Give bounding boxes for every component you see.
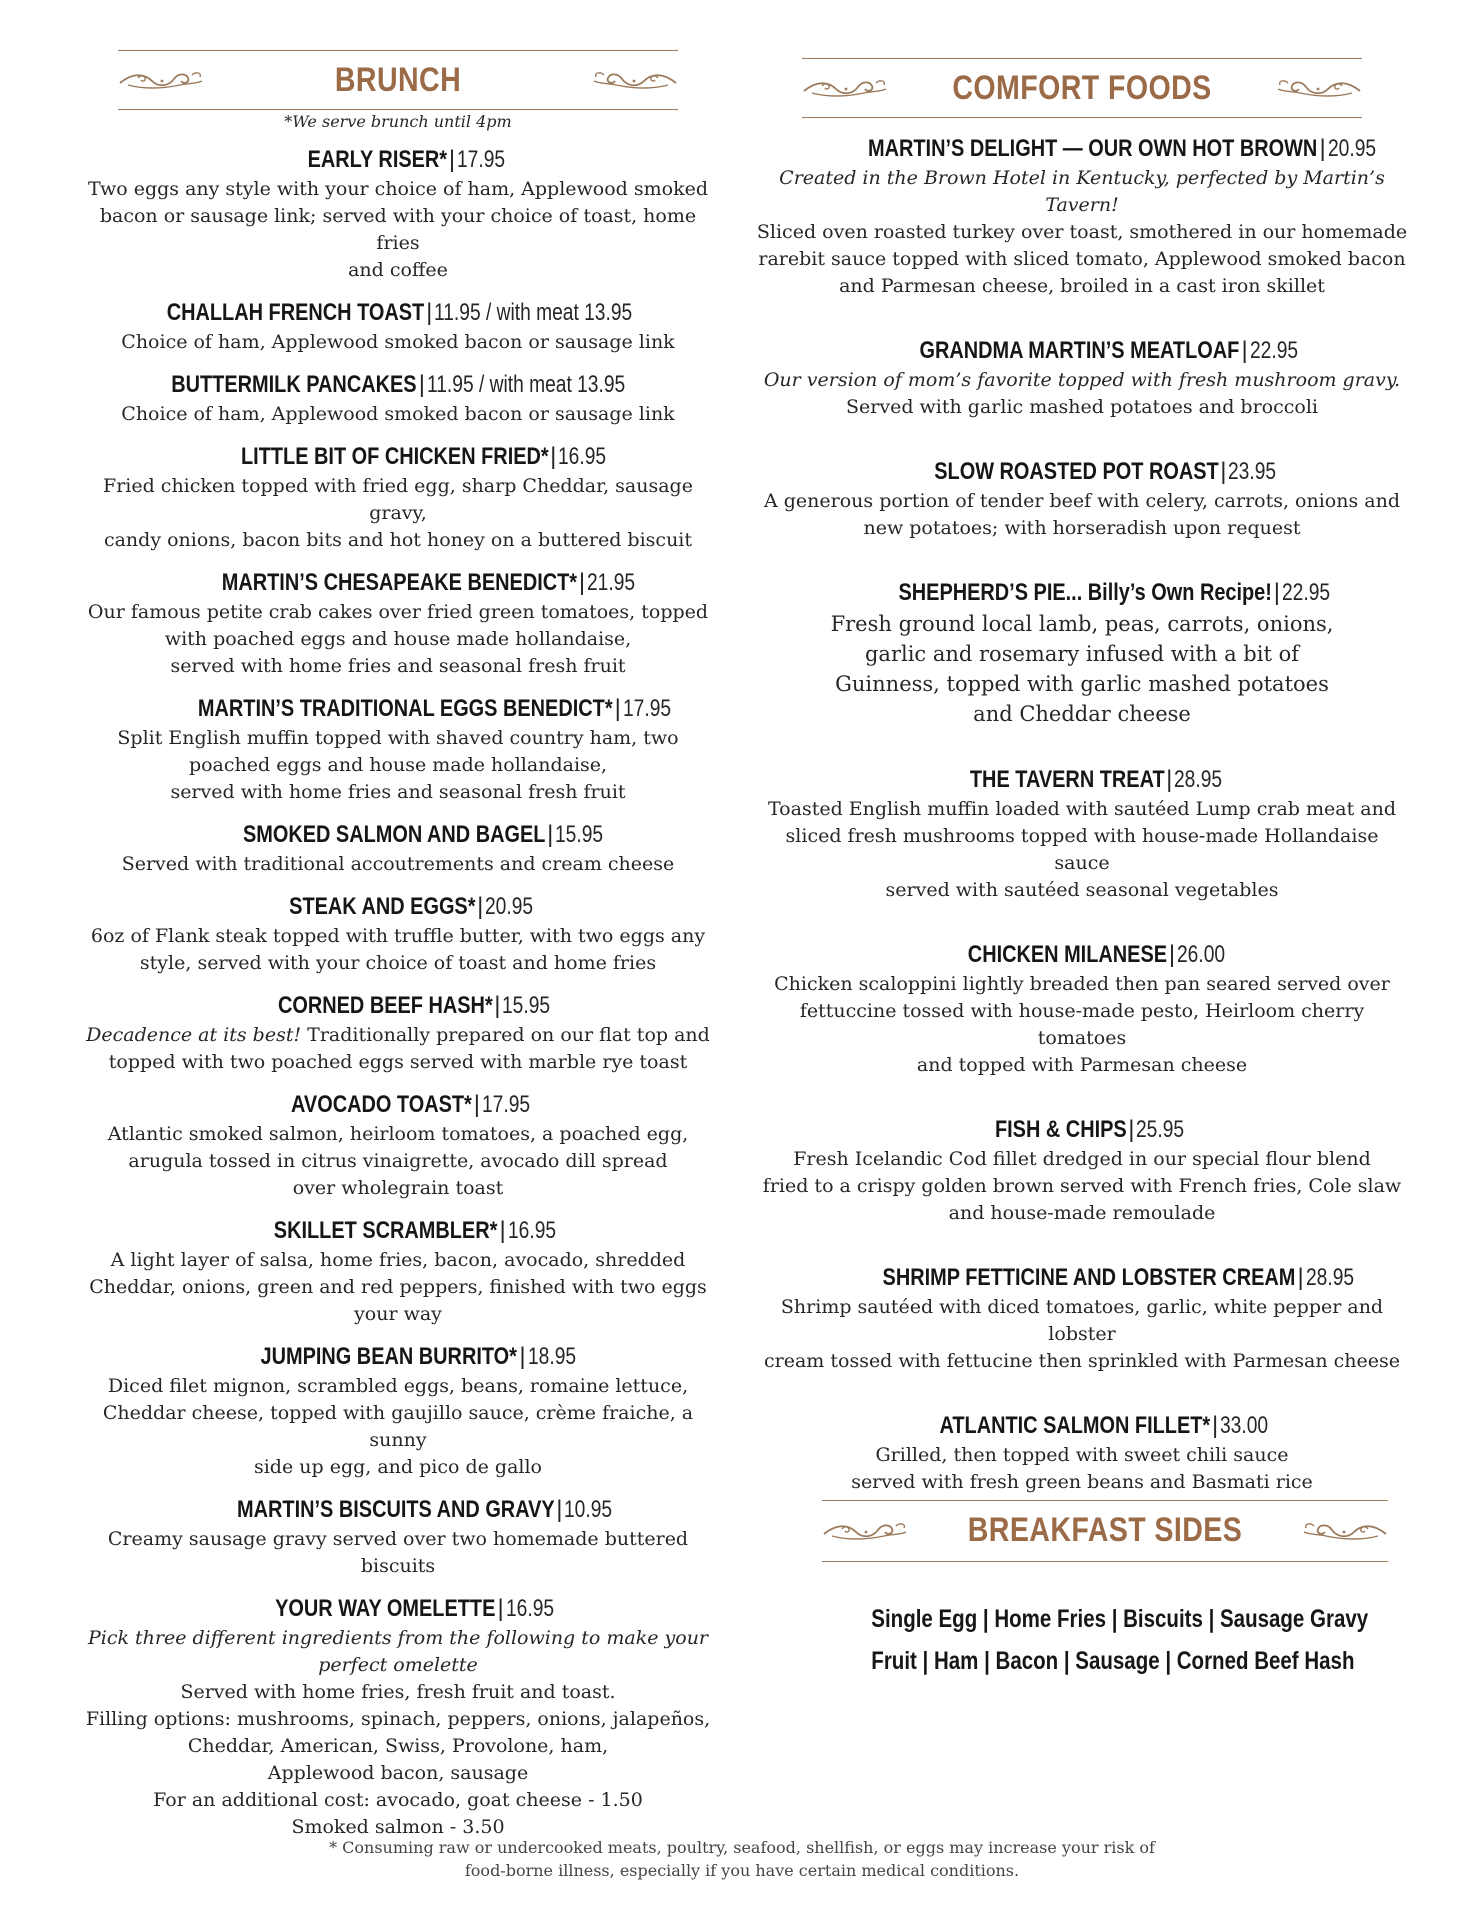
disclaimer-line-1: * Consuming raw or undercooked meats, poultry, seafood, shellfish, or eggs may increase your risk of [329, 1838, 1155, 1857]
item-title [76, 368, 720, 401]
item-description-line: fried to a crispy golden brown served with French fries, Cole slaw [762, 1175, 1402, 1197]
price-separator: | [1319, 135, 1326, 162]
menu-item [76, 143, 720, 284]
item-name: JUMPING BEAN BURRITO* [260, 1343, 518, 1370]
item-title [756, 1113, 1408, 1146]
item-description-line: topped with two poached eggs served with marble rye toast [108, 1051, 688, 1073]
item-name: MARTIN’S TRADITIONAL EGGS BENEDICT* [197, 695, 613, 722]
item-title [76, 296, 720, 329]
comfort-column [756, 50, 1408, 1496]
item-name: STEAK AND EGGS* [288, 893, 476, 920]
bottom-rule [802, 117, 1362, 118]
item-price: 28.95 [1305, 1264, 1354, 1291]
item-title [756, 455, 1408, 488]
price-separator: | [519, 1343, 526, 1370]
bottom-rule [118, 109, 678, 110]
item-name: MARTIN’S DELIGHT — OUR OWN HOT BROWN [868, 135, 1318, 162]
item-description-line: cream tossed with fettucine then sprinkled with Parmesan cheese [764, 1350, 1400, 1372]
item-price: 28.95 [1174, 766, 1223, 793]
item-description-line: served with home fries and seasonal fresh fruit [170, 655, 626, 677]
item-name: YOUR WAY OMELETTE [275, 1595, 496, 1622]
menu-item [76, 368, 720, 428]
item-description-line: and topped with Parmesan cheese [916, 1054, 1248, 1076]
item-lead: Decadence at its best! [86, 1024, 302, 1046]
item-name: SHEPHERD’S PIE... Billy’s Own Recipe! [898, 579, 1272, 606]
item-title [76, 890, 720, 923]
item-description-line: Chicken scaloppini lightly breaded then pan seared served over [774, 973, 1390, 995]
section-title: COMFORT FOODS [952, 69, 1212, 107]
sides-header [822, 1500, 1388, 1562]
item-price: 16.95 [505, 1595, 554, 1622]
item-title [756, 938, 1408, 971]
price-separator: | [578, 569, 586, 596]
sides-line-2: Fruit | Ham | Bacon | Sausage | Corned Beef Hash [871, 1647, 1355, 1675]
item-price: 15.95 [502, 992, 551, 1019]
item-description-line [76, 1022, 720, 1049]
item-price: 15.95 [555, 821, 604, 848]
price-separator: | [494, 992, 501, 1019]
item-description-line: Atlantic smoked salmon, heirloom tomatoes, a poached egg, [107, 1123, 689, 1145]
item-name: SHRIMP FETTICINE AND LOBSTER CREAM [882, 1264, 1296, 1291]
item-title [76, 440, 720, 473]
item-description-line: sliced fresh mushrooms topped with house-made Hollandaise sauce [785, 825, 1379, 874]
item-price: 11.95 / with meat 13.95 [427, 371, 626, 398]
item-price: 18.95 [527, 1343, 576, 1370]
item-name: AVOCADO TOAST* [290, 1091, 472, 1118]
flourish-icon [1302, 1518, 1388, 1544]
item-price: 17.95 [622, 695, 671, 722]
item-title [756, 1261, 1408, 1294]
item-description-line: Fresh Icelandic Cod fillet dredged in our special flour blend [793, 1148, 1371, 1170]
section-title: BREAKFAST SIDES [967, 1511, 1243, 1549]
menu-item [76, 440, 720, 554]
item-description-line: Served with traditional accoutrements and cream cheese [121, 853, 675, 875]
item-tagline: Created in the Brown Hotel in Kentucky, perfected by Martin’s Tavern! [779, 167, 1385, 216]
item-price: 22.95 [1282, 579, 1331, 606]
item-name: FISH & CHIPS [994, 1116, 1127, 1143]
price-separator: | [614, 695, 621, 722]
item-description-line: Applewood bacon, sausage [267, 1762, 529, 1784]
item-description-line: your way [354, 1303, 442, 1325]
item-description-line: Served with garlic mashed potatoes and broccoli [846, 396, 1318, 418]
item-title [756, 1409, 1408, 1442]
menu-item [756, 1261, 1408, 1375]
item-price: 22.95 [1249, 337, 1298, 364]
item-price: 33.00 [1220, 1412, 1269, 1439]
item-tagline: Pick three different ingredients from the following to make your perfect omelette [87, 1627, 709, 1676]
flourish-icon [1276, 75, 1362, 101]
item-title [76, 818, 720, 851]
item-description-line: poached eggs and house made hollandaise, [188, 754, 608, 776]
item-description-line: served with home fries and seasonal fresh fruit [170, 781, 626, 803]
item-title [76, 1493, 720, 1526]
menu-item [756, 1113, 1408, 1227]
item-description-line: arugula tossed in citrus vinaigrette, avocado dill spread [128, 1150, 668, 1172]
item-description-line: Cheddar, American, Swiss, Provolone, ham, [187, 1735, 609, 1757]
item-title [76, 1340, 720, 1373]
item-price: 17.95 [457, 146, 506, 173]
item-description-line: Fresh ground local lamb, peas, carrots, onions, [830, 612, 1334, 636]
price-separator: | [1211, 1412, 1219, 1439]
brunch-items [76, 143, 720, 1841]
menu-item [756, 763, 1408, 904]
item-description-line: Guinness, topped with garlic mashed potatoes [835, 672, 1329, 696]
item-description-line: Split English muffin topped with shaved country ham, two [117, 727, 679, 749]
item-description-line: Sliced oven roasted turkey over toast, smothered in our homemade [756, 221, 1408, 243]
menu-item [76, 1592, 720, 1841]
menu-item [76, 1088, 720, 1202]
menu-item [76, 692, 720, 806]
menu-item [76, 566, 720, 680]
price-separator: | [1168, 941, 1176, 968]
item-description-line: and Parmesan cheese, broiled in a cast iron skillet [839, 275, 1325, 297]
price-separator: | [448, 146, 456, 173]
item-description-line: Choice of ham, Applewood smoked bacon or sausage link [121, 403, 675, 425]
menu-item [76, 989, 720, 1076]
item-name: ATLANTIC SALMON FILLET* [939, 1412, 1210, 1439]
item-price: 11.95 / with meat 13.95 [434, 299, 633, 326]
item-price: 16.95 [558, 443, 607, 470]
item-price: 25.95 [1136, 1116, 1185, 1143]
item-title [76, 143, 720, 176]
price-separator: | [550, 443, 557, 470]
price-separator: | [1297, 1264, 1304, 1291]
item-description-line: fettuccine tossed with house-made pesto, Heirloom cherry tomatoes [799, 1000, 1365, 1049]
item-price: 20.95 [485, 893, 534, 920]
menu-item [756, 334, 1408, 421]
item-description-line: Creamy sausage gravy served over two homemade buttered biscuits [107, 1528, 689, 1577]
item-title [76, 1592, 720, 1625]
item-name: SMOKED SALMON AND BAGEL [242, 821, 546, 848]
item-description-line: style, served with your choice of toast and home fries [139, 952, 657, 974]
item-description-line: Shrimp sautéed with diced tomatoes, garlic, white pepper and lobster [780, 1296, 1384, 1345]
item-description-line: side up egg, and pico de gallo [253, 1456, 542, 1478]
price-separator: | [473, 1091, 480, 1118]
flourish-icon [592, 67, 678, 93]
item-description-line: candy onions, bacon bits and hot honey on a buttered biscuit [103, 529, 693, 551]
item-description-line: A light layer of salsa, home fries, bacon, avocado, shredded [110, 1249, 686, 1271]
brunch-hours-note: *We serve brunch until 4pm [284, 112, 512, 131]
comfort-items [756, 132, 1408, 1496]
item-title [756, 576, 1408, 609]
item-description-line: Served with home fries, fresh fruit and toast. [180, 1681, 616, 1703]
item-name: CORNED BEEF HASH* [277, 992, 493, 1019]
item-price: 23.95 [1228, 458, 1277, 485]
item-name: MARTIN’S BISCUITS AND GRAVY [236, 1496, 555, 1523]
menu-item [756, 1409, 1408, 1496]
item-description-line: Cheddar, onions, green and red peppers, finished with two eggs [89, 1276, 707, 1298]
item-title [76, 692, 720, 725]
item-description-line: 6oz of Flank steak topped with truffle butter, with two eggs any [90, 925, 706, 947]
price-separator: | [1220, 458, 1227, 485]
item-name: CHICKEN MILANESE [967, 941, 1167, 968]
menu-item [756, 576, 1408, 729]
item-description-line: For an additional cost: avocado, goat cheese - 1.50 [153, 1789, 643, 1811]
item-description-line: Smoked salmon - 3.50 [291, 1816, 505, 1838]
item-price: 10.95 [564, 1496, 613, 1523]
menu-item [756, 455, 1408, 542]
breakfast-sides [820, 1500, 1390, 1682]
item-description-line: A generous portion of tender beef with celery, carrots, onions and [764, 490, 1400, 512]
item-title [76, 989, 720, 1022]
item-title [76, 1088, 720, 1121]
item-description-line: over wholegrain toast [292, 1177, 504, 1199]
item-description-line: served with fresh green beans and Basmati rice [851, 1471, 1313, 1493]
sides-line-1: Single Egg | Home Fries | Biscuits | Sausage Gravy [871, 1605, 1369, 1633]
item-description-line: Choice of ham, Applewood smoked bacon or sausage link [121, 331, 675, 353]
section-title: BRUNCH [334, 61, 462, 99]
price-separator: | [547, 821, 554, 848]
item-name: SLOW ROASTED POT ROAST [933, 458, 1219, 485]
item-description-line: Two eggs any style with your choice of ham, Applewood smoked [87, 178, 709, 200]
price-separator: | [499, 1217, 506, 1244]
price-separator: | [556, 1496, 563, 1523]
price-separator: | [1128, 1116, 1135, 1143]
item-price: 26.00 [1177, 941, 1226, 968]
menu-item [76, 296, 720, 356]
item-name: GRANDMA MARTIN’S MEATLOAF [919, 337, 1240, 364]
item-description-line: served with sautéed seasonal vegetables [885, 879, 1279, 901]
item-name: CHALLAH FRENCH TOAST [166, 299, 425, 326]
price-separator: | [1241, 337, 1248, 364]
item-tagline: Our version of mom’s favorite topped with fresh mushroom gravy. [763, 369, 1401, 391]
brunch-header [118, 50, 678, 110]
menu-item [76, 1340, 720, 1481]
item-price: 17.95 [481, 1091, 531, 1118]
item-title [756, 334, 1408, 367]
item-description-line: bacon or sausage link; served with your choice of toast, home fries [99, 205, 697, 254]
item-description-line: with poached eggs and house made hollandaise, [164, 628, 632, 650]
item-description-line: new potatoes; with horseradish upon request [863, 517, 1301, 539]
price-separator: | [1166, 766, 1173, 793]
item-description-line: Our famous petite crab cakes over fried green tomatoes, topped [87, 601, 709, 623]
food-safety-disclaimer [250, 1836, 1234, 1882]
item-description-line: and coffee [348, 259, 448, 281]
item-price: 16.95 [507, 1217, 556, 1244]
price-separator: | [477, 893, 484, 920]
menu-item [756, 938, 1408, 1079]
item-title [756, 132, 1408, 165]
item-name: EARLY RISER* [307, 146, 447, 173]
item-price: 20.95 [1327, 135, 1376, 162]
item-name: SKILLET SCRAMBLER* [273, 1217, 498, 1244]
item-description-text: Traditionally prepared on our flat top and [301, 1024, 710, 1046]
bottom-rule [822, 1561, 1388, 1562]
item-description-line: garlic and rosemary infused with a bit of [864, 642, 1299, 666]
item-description-line: Toasted English muffin loaded with sautéed Lump crab meat and [767, 798, 1396, 820]
brunch-column [76, 50, 720, 1841]
item-name: BUTTERMILK PANCAKES [171, 371, 417, 398]
disclaimer-line-2: food-borne illness, especially if you have certain medical conditions. [464, 1861, 1020, 1880]
item-name: MARTIN’S CHESAPEAKE BENEDICT* [221, 569, 577, 596]
item-title [76, 1214, 720, 1247]
price-separator: | [426, 299, 433, 326]
item-description-line: Diced filet mignon, scrambled eggs, beans, romaine lettuce, [107, 1375, 689, 1397]
menu-item [76, 1493, 720, 1580]
item-name: THE TAVERN TREAT [969, 766, 1165, 793]
menu-item [76, 1214, 720, 1328]
item-title [76, 566, 720, 599]
price-separator: | [1273, 579, 1281, 606]
menu-item [76, 818, 720, 878]
menu-item [76, 890, 720, 977]
item-description-line: and house-made remoulade [948, 1202, 1216, 1224]
item-title [756, 763, 1408, 796]
price-separator: | [418, 371, 426, 398]
item-price: 21.95 [587, 569, 636, 596]
item-description-line: rarebit sauce topped with sliced tomato, Applewood smoked bacon [758, 248, 1406, 270]
item-description-line: Cheddar cheese, topped with gaujillo sauce, crème fraiche, a sunny [102, 1402, 694, 1451]
item-description-line: Filling options: mushrooms, spinach, peppers, onions, jalapeños, [85, 1708, 711, 1730]
comfort-header [802, 58, 1362, 118]
price-separator: | [497, 1595, 504, 1622]
item-description-line: Grilled, then topped with sweet chili sauce [875, 1444, 1289, 1466]
item-name: LITTLE BIT OF CHICKEN FRIED* [240, 443, 549, 470]
item-description-line: and Cheddar cheese [973, 702, 1191, 726]
item-description-line: Fried chicken topped with fried egg, sharp Cheddar, sausage gravy, [103, 475, 693, 524]
menu-item [756, 132, 1408, 300]
